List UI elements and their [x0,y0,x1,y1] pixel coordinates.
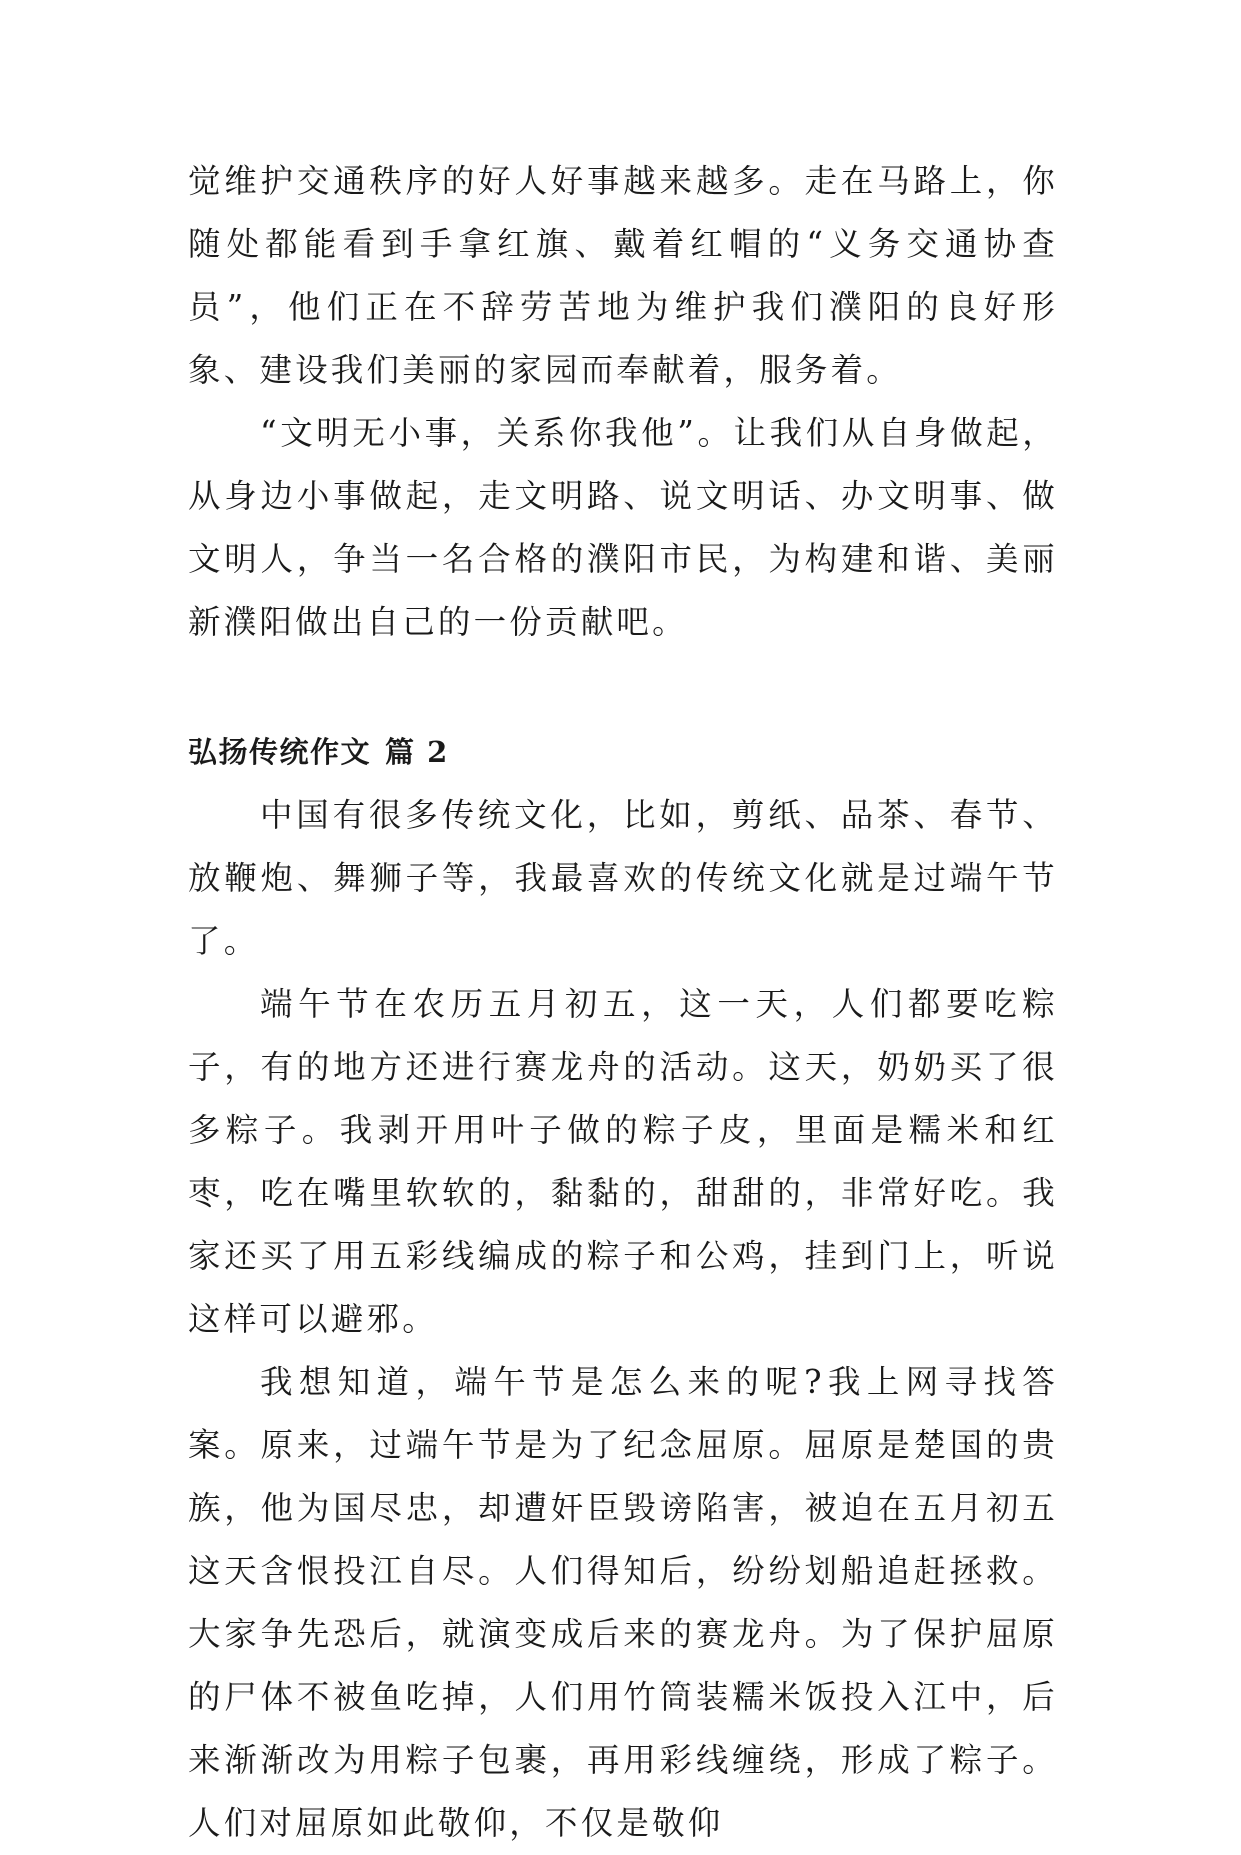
paragraph-qu-yuan: 我想知道，端午节是怎么来的呢?我上网寻找答案。原来，过端午节是为了纪念屈原。屈原是楚国的贵族，他为国尽忠，却遭奸臣毁谤陷害，被迫在五月初五这天含恨投江自尽。人们得知后，纷纷划船追赶拯救。大家争先恐后，就演变成后来的赛龙舟。为了保护屈原的尸体不被鱼吃掉，人们用竹筒装糯米饭投入江中，后来渐渐改为用粽子包裹，再用彩线缠绕，形成了粽子。人们对屈原如此敬仰，不仅是敬仰 [188,1363,1058,1842]
paragraph-civility: “文明无小事，关系你我他”。让我们从自身做起，从身边小事做起，走文明路、说文明话、办文明事、做文明人，争当一名合格的濮阳市民，为构建和谐、美丽新濮阳做出自己的一份贡献吧。 [188,414,1058,641]
section-title-text: 弘扬传统作文 [188,735,372,769]
section-number: 篇 2 [385,735,449,769]
paragraph-dragon-boat-festival: 端午节在农历五月初五，这一天，人们都要吃粽子，有的地方还进行赛龙舟的活动。这天，奶奶买了很多粽子。我剥开用叶子做的粽子皮，里面是糯米和红枣，吃在嘴里软软的，黏黏的，甜甜的，非常好吃。我家还买了用五彩线编成的粽子和公鸡，挂到门上，听说这样可以避邪。 [188,985,1058,1338]
section-spacer [188,654,1058,721]
paragraph-traditions: 中国有很多传统文化，比如，剪纸、品茶、春节、放鞭炮、舞狮子等，我最喜欢的传统文化就是过端午节了。 [188,796,1058,960]
paragraph-continued: 觉维护交通秩序的好人好事越来越多。走在马路上，你随处都能看到手拿红旗、戴着红帽的“义务交通协查员”，他们正在不辞劳苦地为维护我们濮阳的良好形象、建设我们美丽的家园而奉献着，服务着。 [188,162,1058,389]
section-heading [188,721,1058,784]
document-page [188,150,1058,1855]
